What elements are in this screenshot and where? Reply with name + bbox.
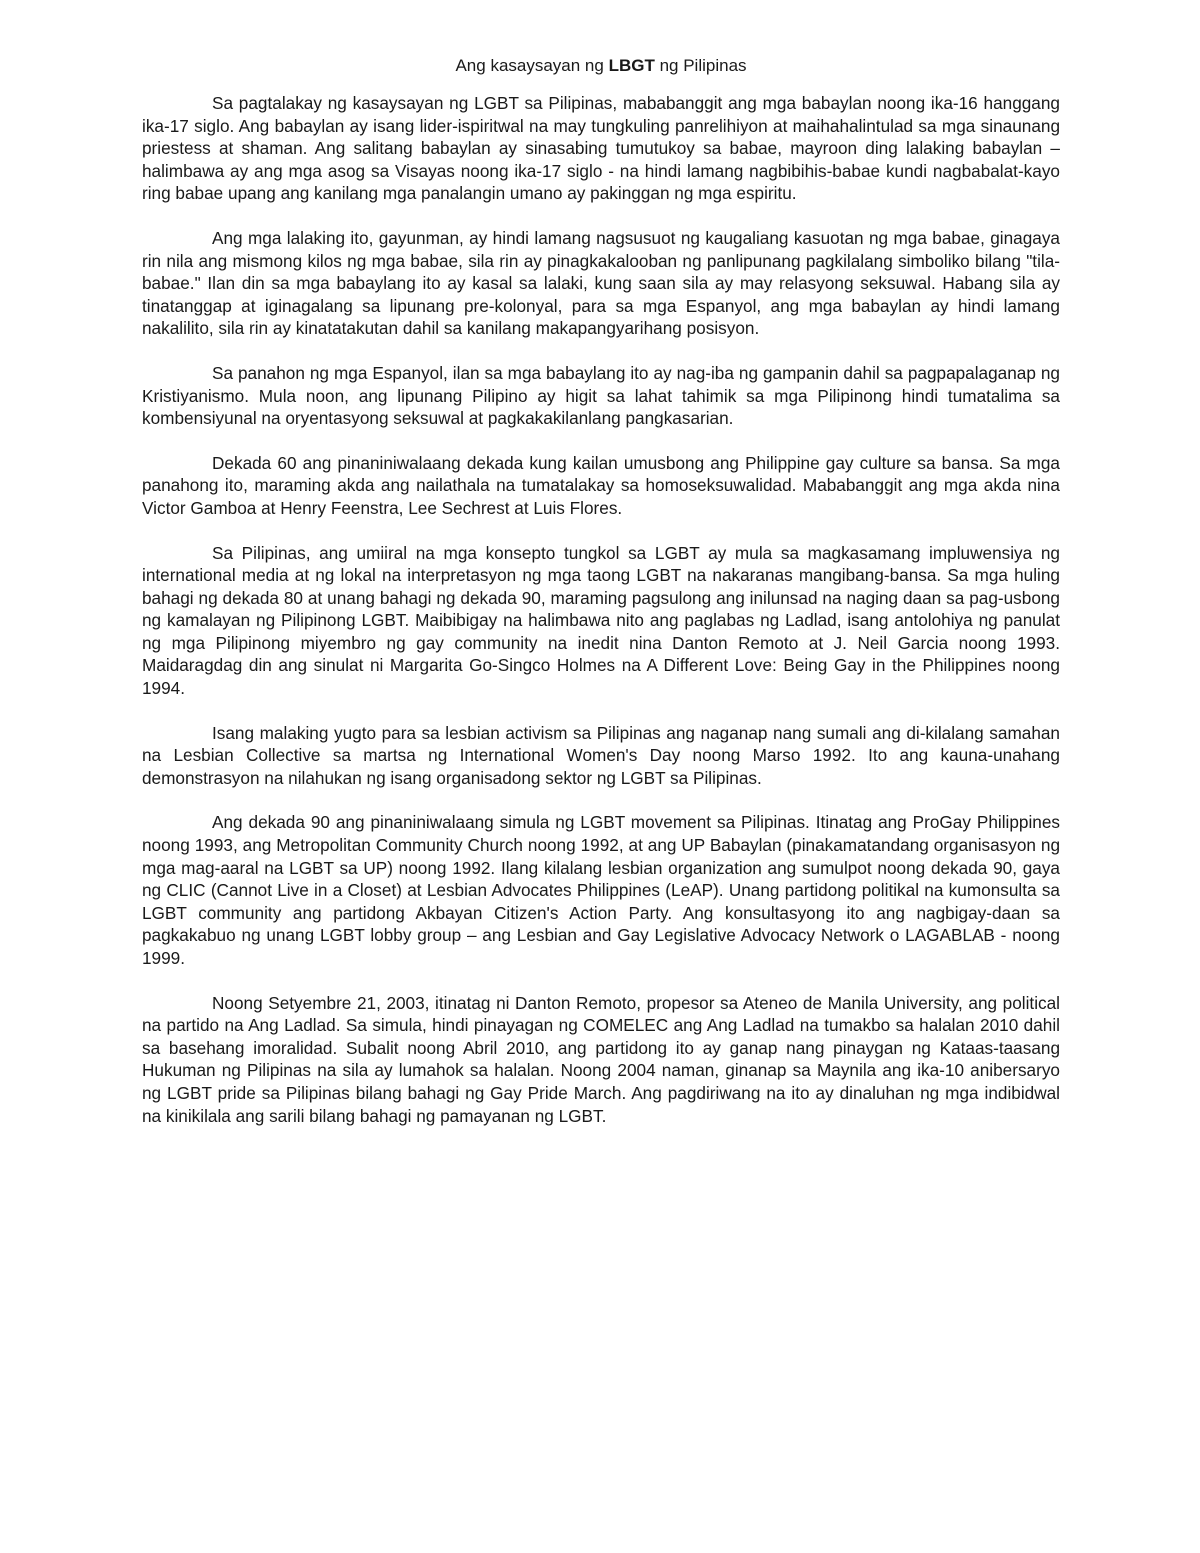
title-suffix: ng Pilipinas (654, 56, 747, 75)
document-page (142, 55, 1060, 1149)
paragraph-ang-ladlad: Noong Setyembre 21, 2003, itinatag ni Danton Remoto, propesor sa Ateneo de Manila University, ang political na partido na Ang Ladlad. Sa simula, hindi pinayagan ng COMELEC ang Ang Ladlad na tumakbo sa halalan 2010 dahil sa basehang imoralidad. Subalit noong Abril 2010, ang partidong ito ay ganap nang pinaygan ng Kataas-taasang Hukuman ng Pilipinas na sila ay lumahok sa halalan. Noong 2004 naman, ginanap sa Maynila ang ika-10 anibersaryo ng LGBT pride sa Pilipinas bilang bahagi ng Gay Pride March. Ang pagdiriwang na ito ay dinaluhan ng mga indibidwal na kinikilala ang sarili bilang bahagi ng pamayanan ng LGBT. (142, 992, 1060, 1126)
paragraph-lalaking-babaylan: Ang mga lalaking ito, gayunman, ay hindi lamang nagsusuot ng kaugaliang kasuotan ng mga babae, ginagaya rin nila ang mismong kilos ng mga babae, sila rin ay pinagkakalooban ng panlipunang pagkilalang simboliko bilang "tila-babae." Ilan din sa mga babaylang ito ay kasal sa lalaki, kung saan sila ay may relasyong seksuwal. Habang sila ay tinatanggap at iginagalang sa lipunang pre-kolonyal, para sa mga Espanyol, ang mga babaylan ay hindi lamang nakalilito, sila rin ay kinatatakutan dahil sa kanilang makapangyarihang posisyon. (142, 227, 1060, 339)
document-title (142, 55, 1060, 77)
title-prefix: Ang kasaysayan ng (455, 56, 609, 75)
title-bold: LBGT (608, 56, 655, 75)
paragraph-dekada-90: Ang dekada 90 ang pinaniniwalaang simula ng LGBT movement sa Pilipinas. Itinatag ang ProGay Philippines noong 1993, ang Metropolitan Community Church noong 1992, at ang UP Babaylan (pinakamatandang organisasyon ng mga mag-aaral na LGBT sa UP) noong 1992. Ilang kilalang lesbian organization ang sumulpot noong dekada 90, gaya ng CLIC (Cannot Live in a Closet) at Lesbian Advocates Philippines (LeAP). Unang partidong politikal na kumonsulta sa LGBT community ang partidong Akbayan Citizen's Action Party. Ang konsultasyong ito ang nagbigay-daan sa pagkakabuo ng unang LGBT lobby group – ang Lesbian and Gay Legislative Advocacy Network o LAGABLAB - noong 1999. (142, 812, 1060, 968)
paragraph-dekada-60: Dekada 60 ang pinaniniwalaang dekada kung kailan umusbong ang Philippine gay culture sa bansa. Sa mga panahong ito, maraming akda ang nailathala na tumatalakay sa homoseksuwalidad. Mababanggit ang mga akda nina Victor Gamboa at Henry Feenstra, Lee Sechrest at Luis Flores. (142, 452, 1060, 518)
paragraph-babaylan: Sa pagtalakay ng kasaysayan ng LGBT sa Pilipinas, mababanggit ang mga babaylan noong ika-16 hanggang ika-17 siglo. Ang babaylan ay isang lider-ispiritwal na may tungkuling panrelihiyon at maihahalintulad sa mga sinaunang priestess at shaman. Ang salitang babaylan ay sinasabing tumutukoy sa babae, mayroon ding lalaking babaylan – halimbawa ay ang mga asog sa Visayas noong ika-17 siglo - na hindi lamang nagbibihis-babae kundi nagbabalat-kayo ring babae upang ang kanilang mga panalangin umano ay pakinggan ng mga espiritu. (142, 93, 1060, 204)
paragraph-konsepto-lgbt: Sa Pilipinas, ang umiiral na mga konsepto tungkol sa LGBT ay mula sa magkasamang impluwensiya ng international media at ng lokal na interpretasyon ng mga taong LGBT na nakaranas mangibang-bansa. Sa mga huling bahagi ng dekada 80 at unang bahagi ng dekada 90, maraming pagsulong ang inilunsad na naging daan sa pag-usbong ng kamalayan ng Pilipinong LGBT. Maibibigay na halimbawa nito ang paglabas ng Ladlad, isang antolohiya ng panulat ng mga Pilipinong miyembro ng gay community na inedit nina Danton Remoto at J. Neil Garcia noong 1993. Maidaragdag din ang sinulat ni Margarita Go-Singco Holmes na A Different Love: Being Gay in the Philippines noong 1994. (142, 542, 1060, 699)
paragraph-lesbian-activism: Isang malaking yugto para sa lesbian activism sa Pilipinas ang naganap nang sumali ang di-kilalang samahan na Lesbian Collective sa martsa ng International Women's Day noong Marso 1992. Ito ang kauna-unahang demonstrasyon na nilahukan ng isang organisadong sektor ng LGBT sa Pilipinas. (142, 722, 1060, 788)
paragraph-panahon-espanyol: Sa panahon ng mga Espanyol, ilan sa mga babaylang ito ay nag-iba ng gampanin dahil sa pagpapalaganap ng Kristiyanismo. Mula noon, ang lipunang Pilipino ay higit sa lahat tahimik sa mga Pilipinong hindi tumatalima sa kombensiyunal na oryentasyong seksuwal at pagkakakilanlang pangkasarian. (142, 362, 1060, 429)
